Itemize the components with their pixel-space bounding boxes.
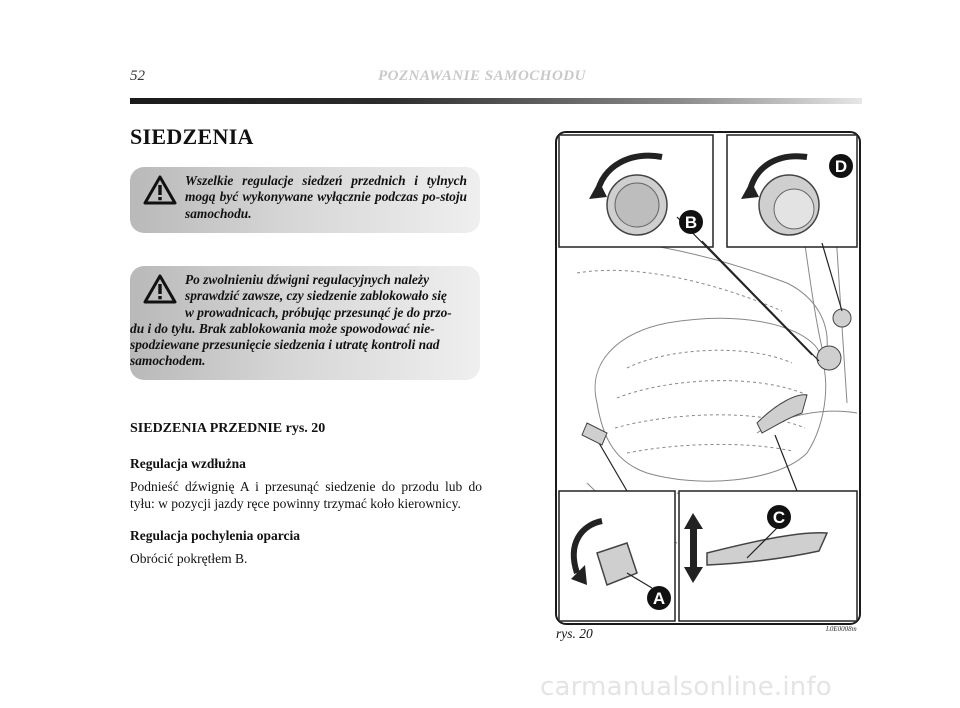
paragraph-text: Obrócić pokrętłem B. <box>130 551 248 566</box>
paragraph-text: Podnieść dźwignię A i przesunąć siedzenie do przodu lub do tyłu: w pozycji jazdy ręce powinny trzymać koło kierownicy. <box>130 479 482 511</box>
warning-box-1 <box>130 167 480 233</box>
page-number: 52 <box>130 68 145 84</box>
subsection-title: SIEDZENIA PRZEDNIE rys. 20 <box>130 421 326 436</box>
figure-code: L0E0008m <box>826 625 857 633</box>
callout-label-b: B <box>684 213 698 232</box>
callout-label-a: A <box>652 589 666 608</box>
paragraph-heading: Regulacja pochylenia oparcia <box>130 528 300 543</box>
warning-line: w prowadnicach, próbując przesunąć je do przo- <box>185 304 452 320</box>
callout-label-c: C <box>772 508 786 527</box>
warning-line: Po zwolnieniu dźwigni regulacyjnych należy <box>185 272 430 287</box>
chapter-title: POZNAWANIE SAMOCHODU <box>378 68 586 84</box>
warning-text-2 <box>130 272 467 370</box>
paragraph-heading: Regulacja wzdłużna <box>130 456 246 471</box>
seat-illustration <box>555 131 861 625</box>
watermark: carmanualsonline.info <box>540 672 832 702</box>
warning-text-1: Wszelkie regulacje siedzeń przednich i tylnych mogą być wykonywane wyłącznie podczas po-stoju samochodu. <box>185 173 467 221</box>
seat-drawing <box>557 133 859 623</box>
warning-line: du i do tyłu. Brak zablokowania może spowodować nie- <box>130 320 435 336</box>
figure-caption: rys. 20 <box>556 626 593 641</box>
header-rule <box>130 98 862 104</box>
warning-triangle-icon <box>143 175 177 205</box>
section-title: SIEDZENIA <box>130 124 254 149</box>
warning-line: samochodem. <box>130 353 206 369</box>
warning-line: sprawdzić zawsze, czy siedzenie zablokowało się <box>185 288 447 304</box>
warning-box-2 <box>130 266 480 380</box>
warning-line: spodziewane przesunięcie siedzenia i utratę kontroli nad <box>130 337 440 353</box>
callout-label-d: D <box>834 157 848 176</box>
